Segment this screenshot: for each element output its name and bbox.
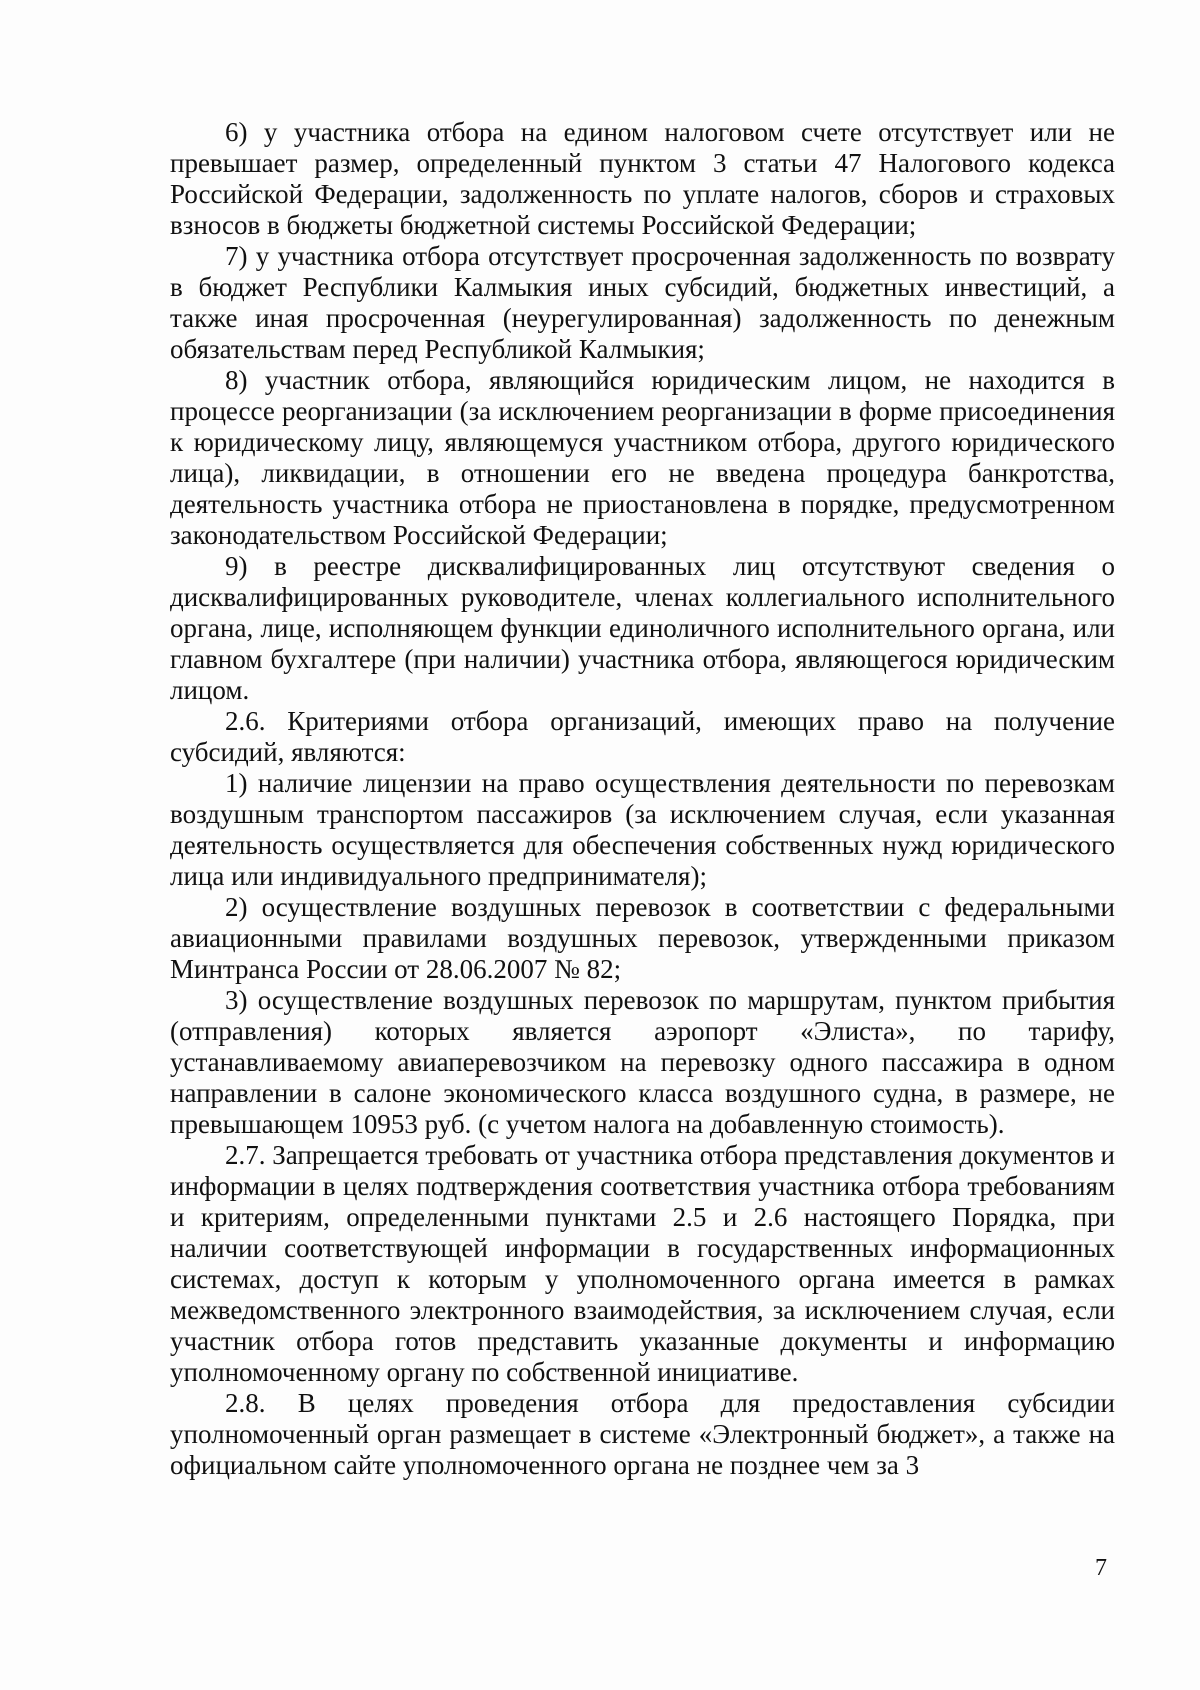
page-number: 7 xyxy=(1095,1555,1107,1581)
paragraph-2-6: 2.6. Критериями отбора организаций, имеющих право на получение субсидий, являются: xyxy=(170,706,1115,767)
paragraph-2-8: 2.8. В целях проведения отбора для предоставления субсидии уполномоченный орган размещает в системе «Электронный бюджет», а также на официальном сайте уполномоченного органа не позднее чем за 3 xyxy=(170,1388,1115,1480)
paragraph-criterion-1: 1) наличие лицензии на право осуществления деятельности по перевозкам воздушным транспортом пассажиров (за исключением случая, если указанная деятельность осуществляется для обеспечения собственных нужд юридического лица или индивидуального предпринимателя); xyxy=(170,768,1115,891)
paragraph-8: 8) участник отбора, являющийся юридическим лицом, не находится в процессе реорганизации (за исключением реорганизации в форме присоединения к юридическому лицу, являющемуся участником отбора, другого юридического лица), ликвидации, в отношении его не введена процедура банкротства, деятельность участника отбора не приостановлена в порядке, предусмотренном законодательством Российской Федерации; xyxy=(170,365,1115,550)
paragraph-9: 9) в реестре дисквалифицированных лиц отсутствуют сведения о дисквалифицированных руководителе, членах коллегиального исполнительного органа, лице, исполняющем функции единоличного исполнительного органа, или главном бухгалтере (при наличии) участника отбора, являющегося юридическим лицом. xyxy=(170,551,1115,705)
paragraph-criterion-2: 2) осуществление воздушных перевозок в соответствии с федеральными авиационными правилами воздушных перевозок, утвержденными приказом Минтранса России от 28.06.2007 № 82; xyxy=(170,892,1115,984)
paragraph-7: 7) у участника отбора отсутствует просроченная задолженность по возврату в бюджет Республики Калмыкия иных субсидий, бюджетных инвестиций, а также иная просроченная (неурегулированная) задолженность по денежным обязательствам перед Республикой Калмыкия; xyxy=(170,241,1115,364)
paragraph-6: 6) у участника отбора на едином налоговом счете отсутствует или не превышает размер, определенный пунктом 3 статьи 47 Налогового кодекса Российской Федерации, задолженность по уплате налогов, сборов и страховых взносов в бюджеты бюджетной системы Российской Федерации; xyxy=(170,117,1115,240)
paragraph-criterion-3: 3) осуществление воздушных перевозок по маршрутам, пунктом прибытия (отправления) которых является аэропорт «Элиста», по тарифу, устанавливаемому авиаперевозчиком на перевозку одного пассажира в одном направлении в салоне экономического класса воздушного судна, в размере, не превышающем 10953 руб. (с учетом налога на добавленную стоимость). xyxy=(170,985,1115,1139)
document-body xyxy=(170,117,1115,1481)
paragraph-2-7: 2.7. Запрещается требовать от участника отбора представления документов и информации в целях подтверждения соответствия участника отбора требованиям и критериям, определенными пунктами 2.5 и 2.6 настоящего Порядка, при наличии соответствующей информации в государственных информационных системах, доступ к которым у уполномоченного органа имеется в рамках межведомственного электронного взаимодействия, за исключением случая, если участник отбора готов представить указанные документы и информацию уполномоченному органу по собственной инициативе. xyxy=(170,1140,1115,1387)
